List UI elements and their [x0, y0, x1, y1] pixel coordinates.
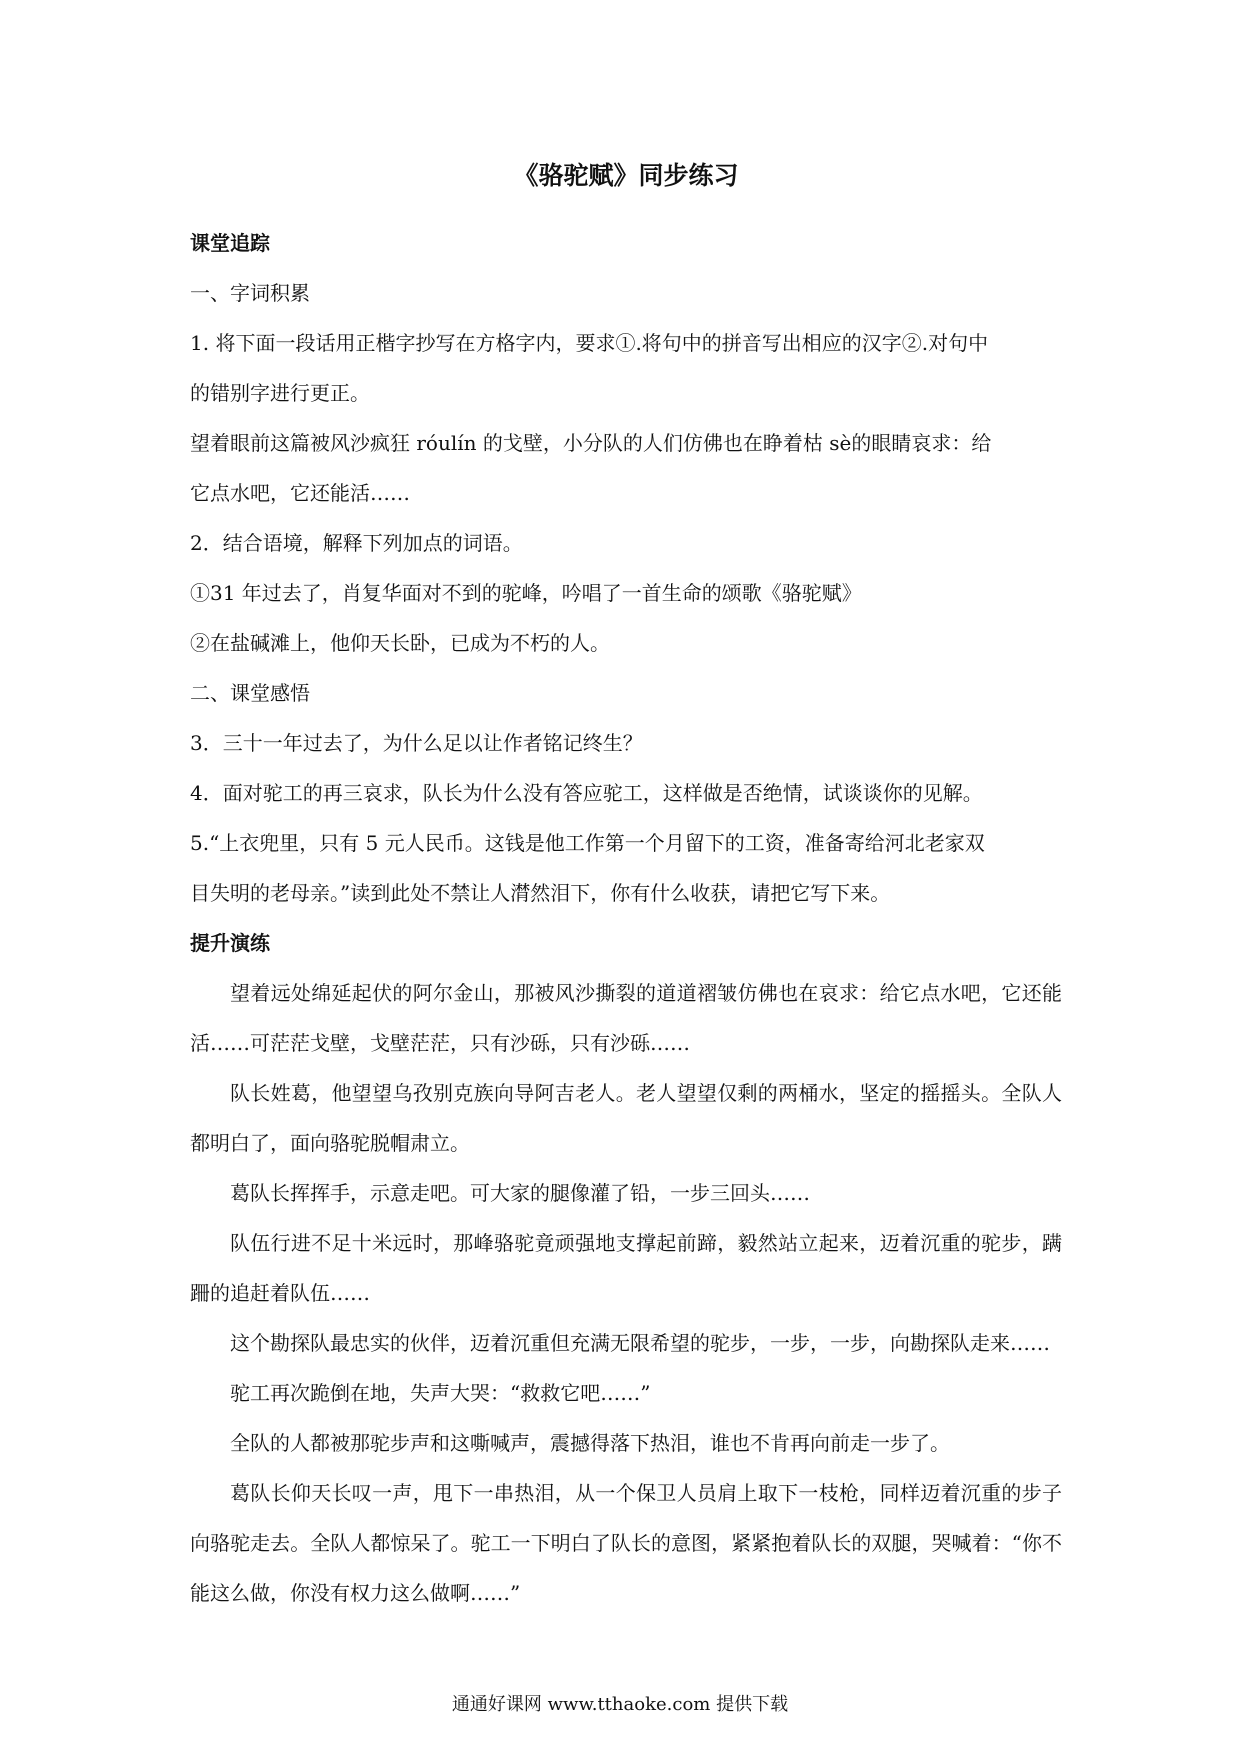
passage-paragraph: 葛队长挥挥手，示意走吧。可大家的腿像灌了铅，一步三回头……: [230, 1181, 810, 1205]
passage-paragraph: 队长姓葛，他望望乌孜别克族向导阿吉老人。老人望望仅剩的两桶水，坚定的摇摇头。全队人都明白了，面向骆驼脱帽肃立。: [190, 1081, 1062, 1155]
passage-paragraph: 望着远处绵延起伏的阿尔金山，那被风沙撕裂的道道褶皱仿佛也在哀求：给它点水吧，它还能活……可茫茫戈壁，戈壁茫茫，只有沙砾，只有沙砾……: [190, 981, 1062, 1055]
question-1-line-1: 1. 将下面一段话用正楷字抄写在方格字内，要求①.将句中的拼音写出相应的汉字②.对句中: [190, 331, 989, 355]
document-content: [190, 158, 1062, 1618]
section-heading-classroom: 课堂追踪: [190, 231, 270, 255]
question-2-item-1: ①31 年过去了，肖复华面对不到的驼峰，吟唱了一首生命的颂歌《骆驼赋》: [190, 581, 862, 605]
question-2-item-2: ②在盐碱滩上，他仰天长卧，已成为不朽的人。: [190, 631, 610, 655]
passage-paragraph: 队伍行进不足十米远时，那峰骆驼竟顽强地支撑起前蹄，毅然站立起来，迈着沉重的驼步，蹒跚的追赶着队伍……: [190, 1231, 1062, 1305]
question-1-passage-line-2: 它点水吧，它还能活……: [190, 481, 410, 505]
question-5-line-2: 目失明的老母亲。”读到此处不禁让人潸然泪下，你有什么收获，请把它写下来。: [190, 881, 891, 905]
question-3: 3．三十一年过去了，为什么足以让作者铭记终生？: [190, 731, 643, 755]
passage-paragraph: 全队的人都被那驼步声和这嘶喊声，震撼得落下热泪，谁也不肯再向前走一步了。: [230, 1431, 950, 1455]
question-1-passage-line-1: 望着眼前这篇被风沙疯狂 róulín 的戈壁，小分队的人们仿佛也在睁着枯 sè的眼睛哀求：给: [190, 431, 992, 455]
question-5-line-1: 5.“上衣兜里，只有 5 元人民币。这钱是他工作第一个月留下的工资，准备寄给河北老家双: [190, 831, 985, 855]
question-1-line-2: 的错别字进行更正。: [190, 381, 370, 405]
page-footer: 通通好课网 www.tthaoke.com 提供下载: [451, 1694, 789, 1715]
question-2: 2．结合语境，解释下列加点的词语。: [190, 531, 523, 555]
page-title: 《骆驼赋》同步练习: [513, 161, 739, 190]
passage-paragraph: 葛队长仰天长叹一声，甩下一串热泪，从一个保卫人员肩上取下一枝枪，同样迈着沉重的步子向骆驼走去。全队人都惊呆了。驼工一下明白了队长的意图，紧紧抱着队长的双腿，哭喊着：“你不能这么做，你没有权力这么做啊……”: [190, 1481, 1062, 1605]
passage-paragraph: 驼工再次跪倒在地，失声大哭：“救救它吧……”: [230, 1381, 651, 1405]
section-heading-improve: 提升演练: [190, 931, 270, 955]
question-4: 4．面对驼工的再三哀求，队长为什么没有答应驼工，这样做是否绝情，试谈谈你的见解。: [190, 781, 983, 805]
part2-heading: 二、课堂感悟: [190, 681, 310, 705]
passage-paragraph: 这个勘探队最忠实的伙伴，迈着沉重但充满无限希望的驼步，一步，一步，向勘探队走来……: [230, 1331, 1050, 1355]
part1-heading: 一、字词积累: [190, 281, 310, 305]
